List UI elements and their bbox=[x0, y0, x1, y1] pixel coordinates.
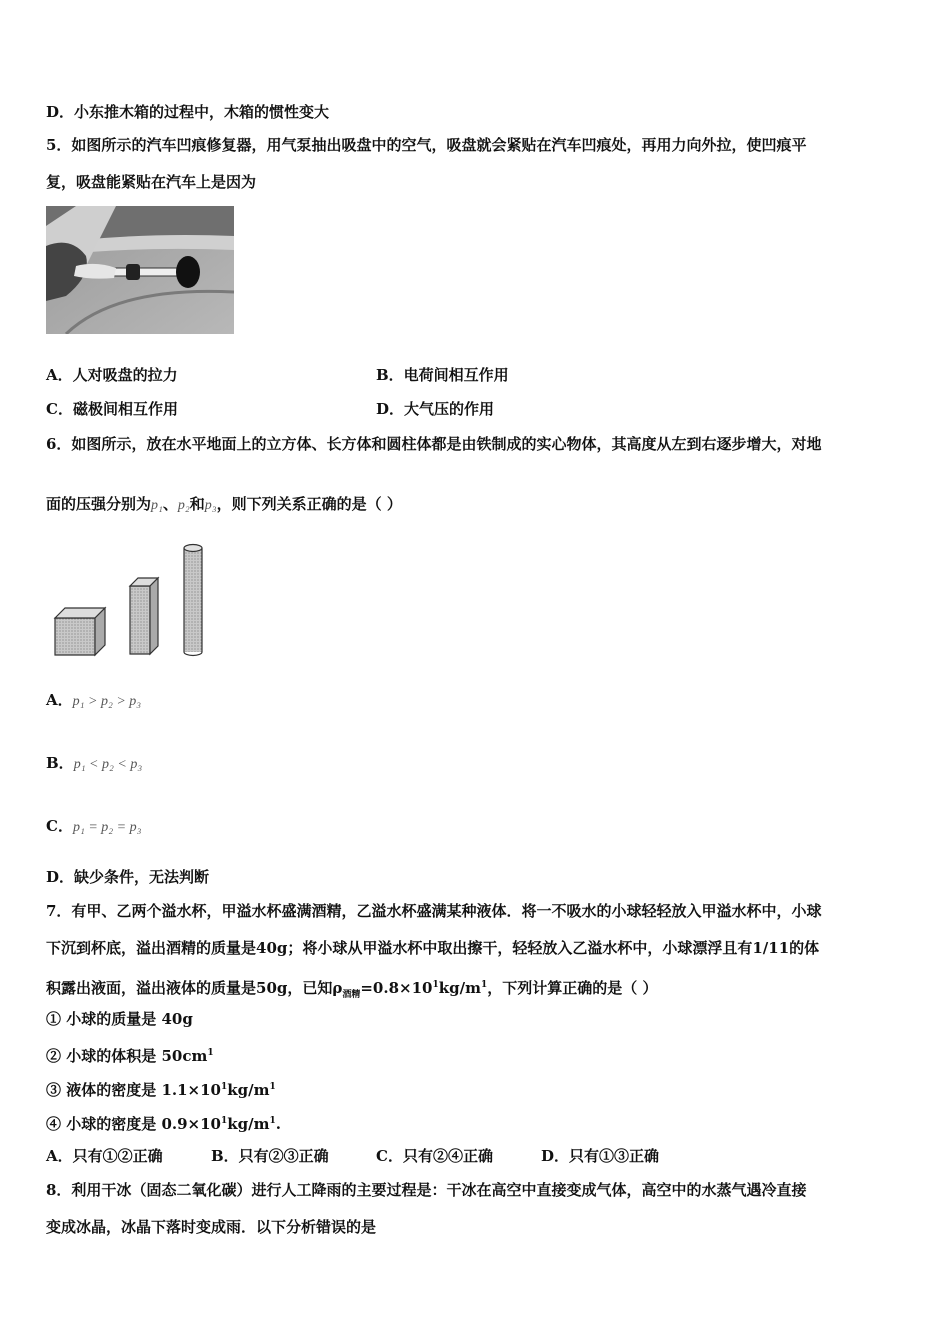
q6-option-c-label: C． bbox=[46, 817, 73, 835]
question-5-text-line-2: 复，吸盘能紧贴在汽车上是因为 bbox=[46, 173, 257, 191]
q6-option-b-expr: p₁ < p₂ < p₃ bbox=[73, 757, 143, 772]
q7-c-mid2: kg/m bbox=[438, 979, 481, 997]
q7-c-sub: 酒精 bbox=[342, 990, 361, 1000]
p1-symbol: p₁ bbox=[151, 498, 163, 513]
option-d-previous-question: D．小东推木箱的过程中，木箱的惯性变大 bbox=[46, 103, 330, 121]
q7-option-c[interactable]: C．只有②④正确 bbox=[376, 1147, 493, 1165]
q6-option-a-expr: p₁ > p₂ > p₃ bbox=[72, 694, 142, 709]
solids-figure bbox=[50, 540, 220, 658]
s3-mid: kg/m bbox=[227, 1081, 270, 1099]
q6-option-c-expr: p₁ = p₂ = p₃ bbox=[72, 820, 142, 835]
s4-mid: kg/m bbox=[227, 1115, 270, 1133]
q6-option-b-label: B． bbox=[46, 754, 74, 772]
q7-c-sup1: 1 bbox=[432, 980, 439, 990]
question-7-text-line-1: 7．有甲、乙两个溢水杯，甲溢水杯盛满酒精，乙溢水杯盛满某种液体．将一不吸水的小球轻轻放入甲溢水杯中，小球 bbox=[46, 902, 822, 920]
q6-text-pre: 面的压强分别为 bbox=[46, 495, 152, 513]
cylinder-shape bbox=[184, 545, 202, 656]
q7-option-b[interactable]: B．只有②③正确 bbox=[211, 1147, 329, 1165]
statement-3 bbox=[46, 1076, 276, 1101]
statement-1: ① 小球的质量是 40g bbox=[46, 1010, 193, 1028]
statement-2 bbox=[46, 1042, 214, 1067]
q7-c-sup2: 1 bbox=[480, 980, 488, 990]
q6-option-c[interactable] bbox=[46, 815, 141, 839]
q5-option-c[interactable]: C．磁极间相互作用 bbox=[46, 400, 178, 418]
q7-c-mid: =0.8×10 bbox=[360, 979, 433, 997]
p3-symbol: p₃ bbox=[204, 498, 217, 513]
q7-c-post: ，下列计算正确的是（ ） bbox=[487, 979, 658, 997]
question-8-text-line-2: 变成冰晶，冰晶下落时变成雨．以下分析错误的是 bbox=[46, 1218, 377, 1236]
question-8-text-line-1: 8．利用干冰（固态二氧化碳）进行人工降雨的主要过程是：干冰在高空中直接变成气体，高空中的水蒸气遇冷直接 bbox=[46, 1181, 807, 1199]
s4-sup2: 1 bbox=[269, 1116, 276, 1126]
q6-text-post: ，则下列关系正确的是（ ） bbox=[216, 495, 402, 513]
s3-sup1: 1 bbox=[220, 1082, 228, 1092]
q7-c-pre: 积露出液面，溢出液体的质量是50g，已知ρ bbox=[46, 979, 343, 997]
q6-option-a-label: A． bbox=[46, 691, 73, 709]
s4-sup1: 1 bbox=[220, 1116, 228, 1126]
q5-option-d[interactable]: D．大气压的作用 bbox=[376, 400, 495, 418]
q5-option-a[interactable]: A．人对吸盘的拉力 bbox=[46, 366, 178, 384]
dent-repair-photo bbox=[46, 206, 234, 334]
q5-option-b[interactable]: B．电荷间相互作用 bbox=[376, 366, 509, 384]
statement-4 bbox=[46, 1110, 281, 1135]
q6-option-b[interactable] bbox=[46, 752, 142, 776]
s3-sup2: 1 bbox=[269, 1082, 276, 1092]
question-5-text-line-1: 5．如图所示的汽车凹痕修复器，用气泵抽出吸盘中的空气，吸盘就会紧贴在汽车凹痕处，再用力向外拉，使凹痕平 bbox=[46, 136, 807, 154]
q7-option-d[interactable]: D．只有①③正确 bbox=[541, 1147, 660, 1165]
s2-sup: 1 bbox=[207, 1048, 214, 1058]
q6-sep-1: 、 bbox=[162, 495, 178, 513]
q7-option-a[interactable]: A．只有①②正确 bbox=[46, 1147, 163, 1165]
cube-shape bbox=[55, 608, 105, 655]
question-7-text-line-2: 下沉到杯底，溢出酒精的质量是40g；将小球从甲溢水杯中取出擦干，轻轻放入乙溢水杯中，小球漂浮且有1/11的体 bbox=[46, 939, 820, 957]
question-6-text-line-2 bbox=[46, 493, 402, 517]
p2-symbol: p₂ bbox=[177, 498, 190, 513]
s3-pre: ③ 液体的密度是 1.1×10 bbox=[46, 1081, 221, 1099]
cuboid-shape bbox=[130, 578, 158, 654]
q6-option-d[interactable]: D．缺少条件，无法判断 bbox=[46, 868, 210, 886]
s4-pre: ④ 小球的密度是 0.9×10 bbox=[46, 1115, 221, 1133]
question-6-text-line-1: 6．如图所示，放在水平地面上的立方体、长方体和圆柱体都是由铁制成的实心物体，其高度从左到右逐步增大，对地 bbox=[46, 435, 822, 453]
q6-sep-2: 和 bbox=[189, 495, 205, 513]
s2-pre: ② 小球的体积是 50cm bbox=[46, 1047, 208, 1065]
q6-option-a[interactable] bbox=[46, 689, 141, 713]
s4-post: . bbox=[275, 1115, 281, 1133]
question-7-text-line-3 bbox=[46, 974, 657, 1006]
